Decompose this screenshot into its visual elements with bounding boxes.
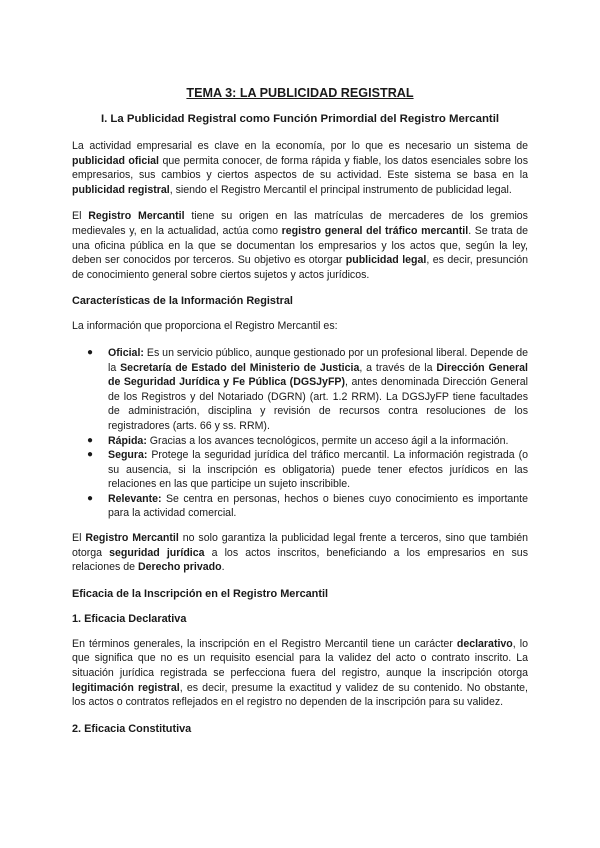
bold-term: Rápida:	[108, 434, 147, 447]
text-run: , lo que significa que no es un requisito esencial para la validez del acto o contrato inscrito. La situación jurídica registrada se perfecciona fuera del registro, aunque la inscripción otorga	[72, 637, 528, 680]
text-run: .	[221, 561, 225, 574]
bold-term: legitimación registral	[72, 681, 180, 694]
bold-term: Derecho privado	[137, 561, 222, 574]
heading-constitutiva: 2. Eficacia Constitutiva	[72, 722, 192, 735]
bold-term: declarativo	[456, 637, 513, 650]
text-run: Es un servicio público, aunque gestionado por un profesional liberal. Depende de la	[108, 346, 528, 374]
text-run: Protege la seguridad jurídica del tráfico mercantil. La información registrada (o su ausencia, si la inscripción es obligatoria) puede tener efectos jurídicos en las relaciones en las que participe un sujeto inscribible.	[108, 449, 528, 491]
bold-term: Oficial:	[108, 346, 144, 359]
text-run: En términos generales, la inscripción en el Registro Mercantil tiene un carácter	[72, 637, 457, 650]
text-run: El	[72, 210, 89, 223]
bold-term: Dirección General de Seguridad Jurídica y Fe Pública (DGSJyFP)	[108, 361, 528, 389]
heading-efficacy: Eficacia de la Inscripción en el Registro Mercantil	[72, 587, 329, 600]
bold-term: registro general del tráfico mercantil	[281, 224, 469, 237]
bold-term: publicidad registral	[72, 183, 170, 196]
text-run: tiene su origen en las matrículas de mercaderes de los gremios medievales y, en la actualidad, actúa como	[72, 210, 528, 237]
text-run: El	[72, 532, 86, 545]
bold-term: seguridad jurídica	[109, 546, 205, 559]
text-run: , antes denominada Dirección General de los Registros y del Notariado (DGRN) (art. 1.2 RRM). La DGSJyFP tiene facultades de administración, disciplina y revisión de recursos contra resoluciones de los registradores (arts. 66 y ss. RRM).	[108, 376, 528, 432]
bold-term: Registro Mercantil	[85, 532, 179, 545]
paragraph-registro	[72, 209, 528, 282]
text-run: . Se trata de una oficina pública en la que se documentan los empresarios y los actos que, según la ley, deben ser conocidos por terceros. Su objetivo es otorgar	[72, 224, 529, 267]
list-item-segura	[87, 448, 528, 492]
text-run: Se centra en personas, hechos o bienes cuyo conocimiento es importante para la actividad comercial.	[108, 492, 528, 520]
bullet-icon: ●	[87, 449, 94, 461]
text-run: a los actos inscritos, beneficiando a los empresarios en sus relaciones de	[72, 546, 528, 574]
bold-term: Segura:	[108, 449, 148, 462]
paragraph-intro	[72, 139, 528, 197]
text-run: , es decir, presunción de conocimiento general sobre ciertos sujetos y actos jurídicos.	[72, 254, 528, 281]
list-item-rapida	[87, 434, 528, 449]
bold-term: publicidad legal	[345, 254, 427, 267]
bold-term: Secretaría de Estado del Ministerio de Justicia	[120, 361, 360, 374]
text-run: , a través de la	[359, 361, 437, 374]
text-run: , siendo el Registro Mercantil el principal instrumento de publicidad legal.	[169, 183, 512, 196]
characteristics-list	[72, 346, 528, 521]
text-run: , es decir, presume la exactitud y validez de su contenido. No obstante, los actos o contratos reflejados en el registro no dependen de la inscripción para su validez.	[72, 681, 528, 709]
text-run: no solo garantiza la publicidad legal frente a terceros, sino que también otorga	[72, 532, 528, 559]
bullet-icon: ●	[87, 492, 94, 504]
paragraph-characteristics-intro: La información que proporciona el Registro Mercantil es:	[72, 320, 338, 333]
bold-term: publicidad oficial	[72, 154, 160, 167]
paragraph-declarativa	[72, 637, 528, 710]
text-run: La actividad empresarial es clave en la economía, por lo que es necesario un sistema de	[72, 140, 528, 152]
document-title: TEMA 3: LA PUBLICIDAD REGISTRAL	[186, 86, 414, 100]
list-item-oficial	[87, 346, 528, 434]
bold-term: Relevante:	[108, 492, 162, 505]
bullet-icon: ●	[87, 434, 94, 446]
list-item-relevante	[87, 492, 528, 521]
heading-characteristics: Características de la Información Registral	[72, 295, 293, 308]
bullet-icon: ●	[87, 346, 94, 358]
text-run: Gracias a los avances tecnológicos, permite un acceso ágil a la información.	[146, 434, 509, 447]
bold-term: Registro Mercantil	[88, 210, 185, 223]
paragraph-seguridad	[72, 531, 528, 575]
section-subtitle: I. La Publicidad Registral como Función Primordial del Registro Mercantil	[100, 113, 500, 125]
text-run: que permita conocer, de forma rápida y fiable, los datos esenciales sobre los empresarios, sus cambios y ciertos aspectos de su actividad. Este sistema se basa en la	[72, 154, 528, 182]
heading-declarativa: 1. Eficacia Declarativa	[72, 612, 187, 625]
